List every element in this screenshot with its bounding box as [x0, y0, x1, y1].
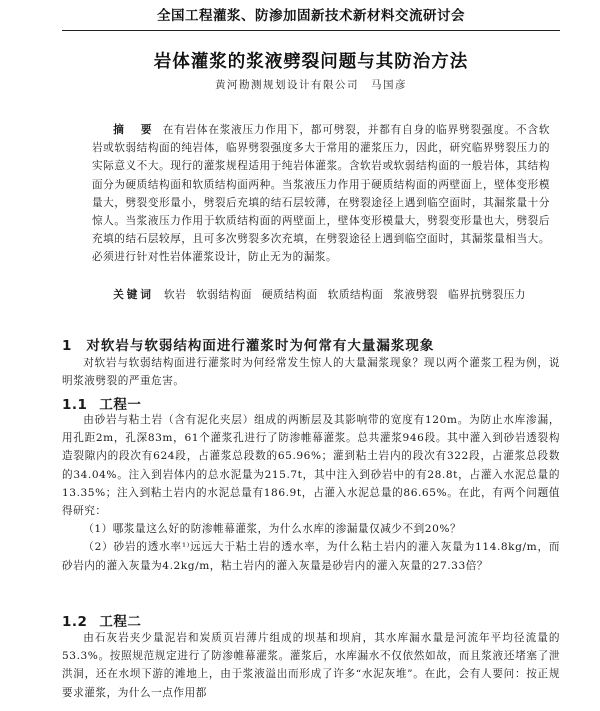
keyword-item: 软岩 — [163, 289, 187, 301]
section-number: 1 — [62, 338, 73, 354]
keywords — [92, 286, 550, 304]
abstract-label: 摘 要 — [113, 124, 155, 136]
subsection-1-1-body — [62, 411, 560, 575]
abstract — [92, 121, 550, 267]
section-title: 对软岩与软弱结构面进行灌浆时为何常有大量漏浆现象 — [86, 338, 435, 354]
subsection-number: 1.2 — [62, 614, 88, 630]
running-header: 全国工程灌浆、防渗加固新技术新材料交流研讨会 — [62, 4, 560, 31]
keyword-item: 浆液劈裂 — [393, 289, 438, 301]
section-1-intro — [62, 354, 560, 390]
keyword-item: 软弱结构面 — [196, 289, 252, 301]
paper-title: 岩体灌浆的浆液劈裂问题与其防治方法 — [153, 52, 469, 72]
keyword-item: 硬质结构面 — [261, 289, 318, 301]
question-2: （2）砂岩的透水率¹⁾远远大于粘土岩的透水率，为什么粘土岩内的灌入灰量为114.8kg/m，而砂岩内的灌入灰量为4.2kg/m，粘土岩内的灌入灰量是砂岩内的灌入灰量的27.33倍？ — [62, 541, 560, 572]
subsection-1-1-heading — [62, 393, 141, 413]
body-paragraph: 由石灰岩夹少量泥岩和炭质页岩薄片组成的坝基和坝肩，其水库漏水量是河流年平均径流量的53.3%。按照规范规定进行了防渗帷幕灌浆。灌浆后，水库漏水不仅依然如故，而且浆液还堵塞了泄洪洞，还在水坝下游的滩地上，由于浆液溢出而形成了许多“水泥灰堆”。在此，会有人要问：按正规要求灌浆，为什么一点作用都 — [62, 632, 560, 699]
subsection-1-2-body — [62, 629, 560, 702]
subsection-1-2-heading — [62, 610, 141, 630]
keywords-paragraph — [92, 286, 550, 304]
keyword-item: 临界抗劈裂压力 — [448, 289, 527, 301]
subsection-title: 工程一 — [99, 397, 142, 413]
author-line: 黄河勘测规划设计有限公司 马国彦 — [215, 79, 407, 91]
keywords-label: 关键词 — [113, 289, 154, 301]
abstract-paragraph — [92, 121, 550, 267]
section-1-heading — [62, 334, 560, 354]
keyword-item: 软质结构面 — [327, 289, 384, 301]
question-1: （1）哪浆量这么好的防渗帷幕灌浆，为什么水库的渗漏量仅减少不到20%？ — [83, 523, 462, 536]
body-paragraph: 由砂岩与粘土岩（含有泥化夹层）组成的两断层及其影响带的宽度有120m。为防止水库渗漏，用孔距2m，孔深83m，61个灌浆孔进行了防渗帷幕灌浆。总共灌浆946段。其中灌入到砂岩透裂构造裂隙内的段次有624段，占灌浆总段数的65.96%；灌到粘土岩内的段次有322段，占灌浆总段数的34.04%。注入到岩体内的总水泥量为215.7t，其中注入到砂岩中的有28.8t，占灌入水泥总量的13.35%；注入到粘土岩内的水泥总量有186.9t，占灌入水泥总量的86.65%。在此，有两个问题值得研究： — [62, 414, 560, 518]
subsection-title: 工程二 — [99, 614, 142, 630]
subsection-number: 1.1 — [62, 397, 88, 413]
abstract-text: 在有岩体在浆液压力作用下，都可劈裂，并都有自身的临界劈裂强度。不含软岩或软弱结构面的纯岩体，临界劈裂强度多大于常用的灌浆压力，因此，研究临界劈裂压力的实际意义不大。现行的灌浆规程适用于纯岩体灌浆。含软岩或软弱结构面的一般岩体，其结构面分为硬质结构面和软质结构面两种。当浆液压力作用于硬质结构面的两壁面上，壁体变形模量大，劈裂变形量小，劈裂后充填的结石层较薄，在劈裂途径上遇到临空面时，其漏浆量十分惊人。当浆液压力作用于软质结构面的两壁面上，壁体变形模量大，劈裂变形量也大，劈裂后充填的结石层较厚，且可多次劈裂多次充填，在劈裂途径上遇到临空面时，其漏浆量相当大。必须进行针对性岩体灌浆设计，防止无为的漏浆。 — [92, 124, 550, 264]
intro-paragraph: 对软岩与软弱结构面进行灌浆时为何经常发生惊人的大量漏浆现象？现以两个灌浆工程为例，说明浆液劈裂的严重危害。 — [62, 357, 560, 388]
